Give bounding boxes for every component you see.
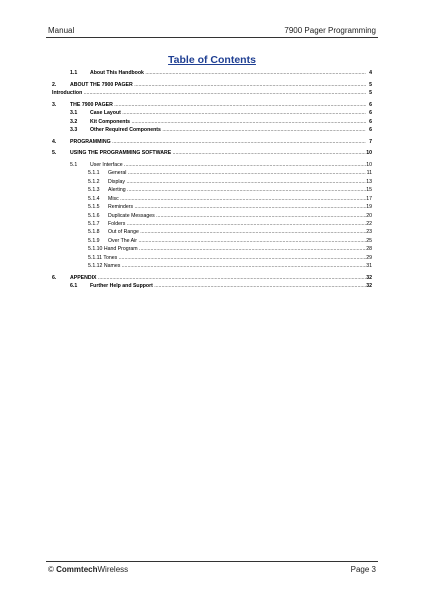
toc-entry-page: 6 (369, 110, 372, 117)
toc-entry-number: 5. (52, 150, 57, 157)
toc-entry-number: 5.1.6 (88, 212, 100, 219)
toc-entry-page: 5 (369, 81, 372, 88)
toc-entry[interactable] (52, 237, 372, 245)
page-title: Table of Contents (168, 54, 256, 66)
toc-entry-page: 6 (369, 101, 372, 108)
toc-entry-title: 5.1.11 Tones ..... (88, 254, 366, 262)
toc-entry-title: THE 7900 PAGER ..... (70, 101, 366, 109)
toc-entry[interactable] (52, 245, 372, 253)
toc-entry-number: 3.1 (70, 110, 78, 117)
table-of-contents (52, 69, 372, 291)
toc-entry[interactable] (52, 212, 372, 220)
toc-entry-page: 4 (369, 70, 372, 76)
toc-entry[interactable] (52, 220, 372, 228)
toc-entry-title: Introduction ..... (52, 89, 366, 97)
copyright-symbol: © (48, 565, 54, 574)
toc-entry-title: Out of Range ..... (108, 228, 366, 236)
toc-entry-title: 5.1.10 Hand Program ..... (88, 245, 366, 253)
toc-entry-page: 5 (369, 90, 372, 97)
brand-name-rest: Wireless (97, 565, 129, 574)
toc-entry-page: 7 (369, 138, 372, 145)
toc-entry-number: 5.1.3 (88, 187, 100, 194)
brand-name-bold: Commtech (56, 565, 98, 574)
toc-entry-page: 11 (366, 170, 372, 177)
toc-entry-number: 1.1 (70, 70, 78, 76)
toc-entry[interactable] (52, 161, 372, 169)
toc-entry-number: 3.3 (70, 127, 78, 133)
toc-entry-page: 32 (366, 283, 372, 290)
toc-entry-number: 5.1.1 (88, 170, 100, 177)
toc-entry-title: ABOUT THE 7900 PAGER ..... (70, 81, 366, 89)
toc-entry-title: APPENDIX ..... (70, 274, 366, 282)
toc-entry-page: 10 (366, 161, 372, 168)
toc-entry[interactable] (52, 69, 372, 77)
toc-entry-title: Reminders ..... (108, 203, 366, 211)
toc-entry-page: 31 (366, 263, 372, 270)
toc-entry-title: 5.1.12 Names ..... (88, 262, 366, 270)
toc-entry[interactable] (52, 126, 372, 134)
footer-divider (46, 561, 378, 562)
toc-entry-number: 5.1.9 (88, 237, 100, 244)
toc-entry[interactable] (52, 118, 372, 126)
toc-entry-number: 4. (52, 138, 57, 145)
toc-entry-number: 2. (52, 81, 57, 88)
toc-entry-number: 6. (52, 274, 57, 281)
toc-entry[interactable] (52, 169, 372, 177)
toc-entry-number: 5.1.2 (88, 178, 100, 185)
header-left: Manual (48, 26, 75, 35)
toc-entry-title: Misc ..... (108, 195, 366, 203)
toc-entry[interactable] (52, 89, 372, 97)
toc-entry-page: 32 (366, 274, 372, 281)
toc-entry-title: User Interface ..... (90, 161, 366, 169)
toc-entry[interactable] (52, 195, 372, 203)
toc-entry[interactable] (52, 274, 372, 282)
toc-entry[interactable] (52, 282, 372, 290)
toc-entry-page: 28 (366, 246, 372, 253)
toc-entry-page: 6 (369, 127, 372, 133)
toc-entry-number: 5.1.5 (88, 204, 100, 211)
header-right: 7900 Pager Programming (284, 26, 376, 35)
header-divider (46, 37, 378, 38)
toc-entry-page: 22 (366, 220, 372, 227)
toc-entry-page: 25 (366, 237, 372, 244)
toc-entry-page: 20 (366, 212, 372, 219)
toc-entry-title: General ..... (108, 169, 366, 177)
toc-entry-title: Duplicate Messages ..... (108, 212, 366, 220)
toc-entry[interactable] (52, 149, 372, 157)
toc-entry[interactable] (52, 228, 372, 236)
toc-entry-page: 19 (366, 204, 372, 211)
toc-entry[interactable] (52, 138, 372, 146)
footer-brand (48, 565, 128, 574)
toc-entry-title: USING THE PROGRAMMING SOFTWARE ..... (70, 149, 366, 157)
toc-entry-number: 6.1 (70, 283, 78, 290)
toc-entry-title: Alerting ..... (108, 186, 366, 194)
toc-entry-page: 23 (366, 229, 372, 236)
toc-entry-page: 29 (366, 254, 372, 261)
toc-entry[interactable] (52, 81, 372, 89)
toc-entry-number: 5.1 (70, 161, 78, 168)
toc-entry-title: Kit Components ..... (90, 118, 366, 126)
toc-entry-page: 6 (369, 118, 372, 125)
toc-entry[interactable] (52, 254, 372, 262)
toc-entry-title: Case Layout ..... (90, 109, 366, 117)
toc-entry-title: Further Help and Support ..... (90, 282, 366, 290)
toc-entry-page: 15 (366, 187, 372, 194)
toc-entry-page: 13 (366, 178, 372, 185)
page-number: Page 3 (350, 565, 376, 574)
toc-entry[interactable] (52, 101, 372, 109)
toc-entry[interactable] (52, 178, 372, 186)
toc-entry-number: 3. (52, 101, 57, 108)
toc-entry-page: 10 (366, 150, 372, 157)
toc-entry-number: 5.1.8 (88, 229, 100, 236)
toc-entry-title: Over The Air ..... (108, 237, 366, 245)
toc-entry-title: PROGRAMMING ..... (70, 138, 366, 146)
toc-entry-number: 5.1.7 (88, 220, 100, 227)
toc-entry[interactable] (52, 109, 372, 117)
toc-entry-title: Display ..... (108, 178, 366, 186)
toc-entry-title: Folders ..... (108, 220, 366, 228)
toc-entry[interactable] (52, 203, 372, 211)
toc-entry-page: 17 (366, 195, 372, 202)
toc-entry-number: 5.1.4 (88, 195, 100, 202)
toc-entry-title: Other Required Components ..... (90, 126, 366, 134)
toc-entry[interactable] (52, 262, 372, 270)
toc-entry-title: About This Handbook ..... (90, 69, 366, 77)
toc-entry[interactable] (52, 186, 372, 194)
toc-entry-number: 3.2 (70, 118, 78, 125)
